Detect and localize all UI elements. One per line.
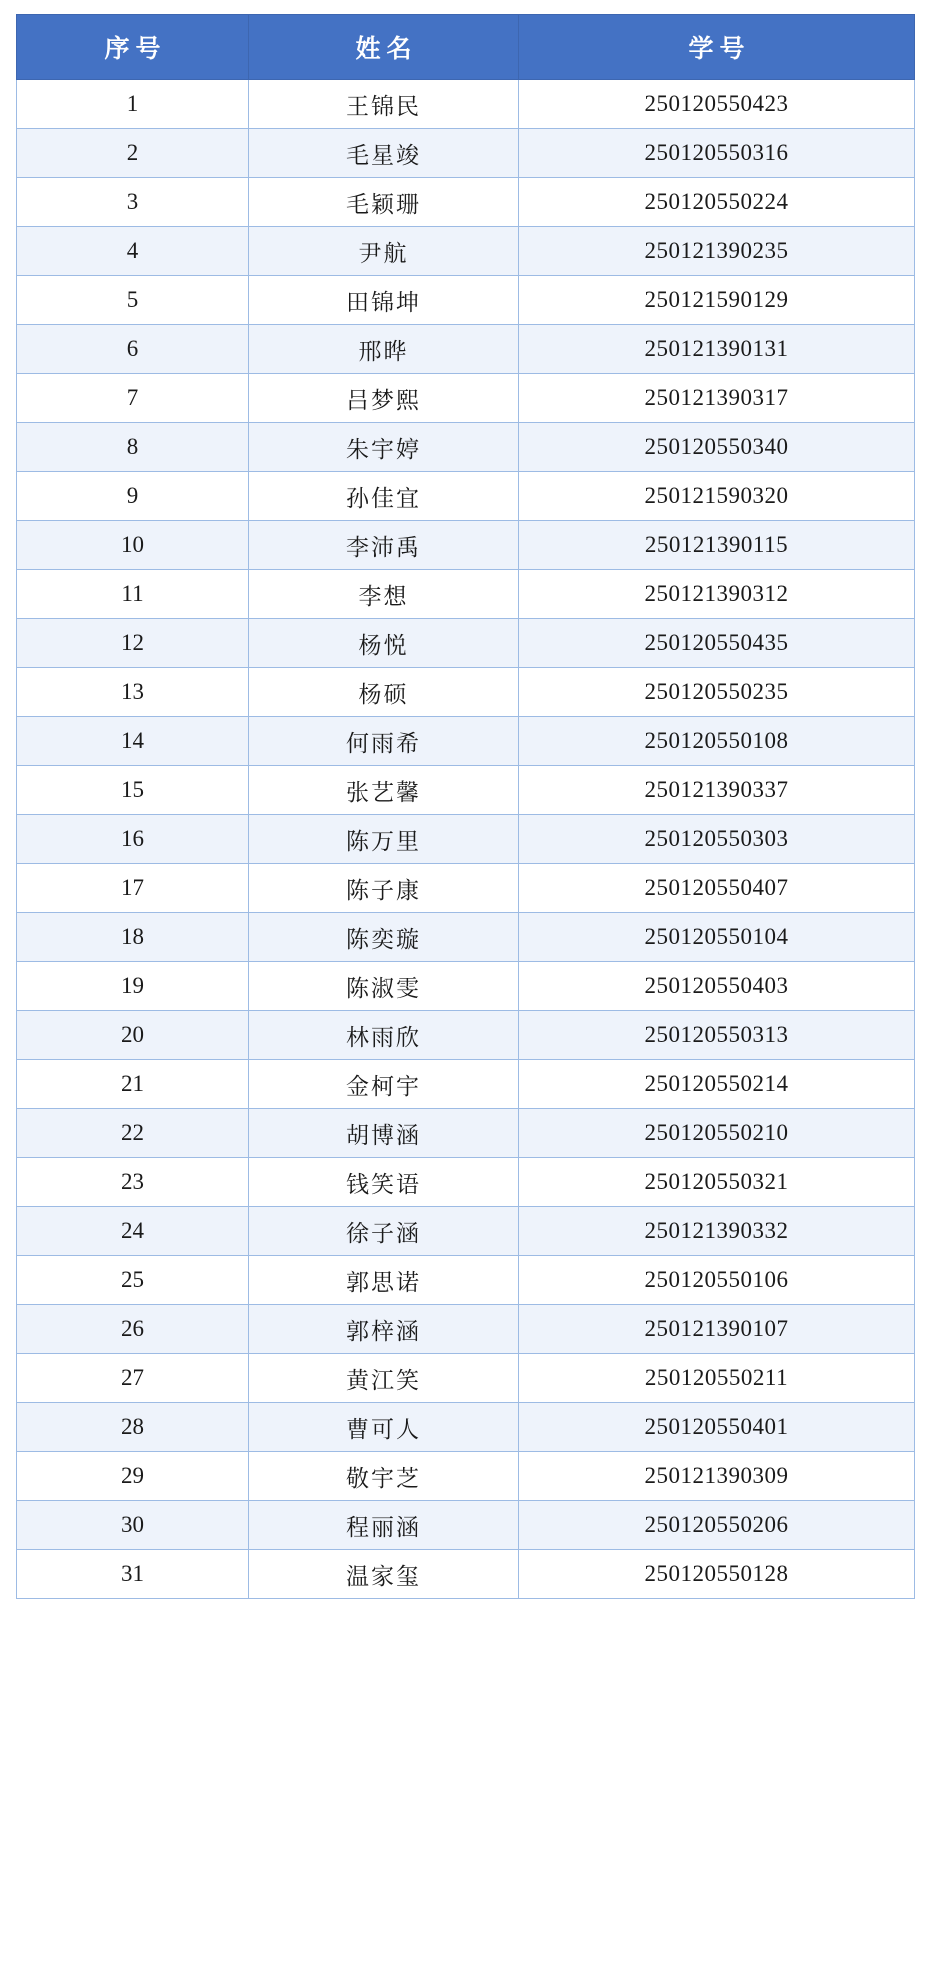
cell-index: 15 xyxy=(17,766,249,815)
table-row xyxy=(17,521,915,570)
table-row xyxy=(17,1109,915,1158)
cell-name: 毛颖珊 xyxy=(249,178,519,227)
cell-index: 5 xyxy=(17,276,249,325)
table-row xyxy=(17,717,915,766)
table-row xyxy=(17,1011,915,1060)
table-row xyxy=(17,864,915,913)
cell-name: 杨硕 xyxy=(249,668,519,717)
table-row xyxy=(17,1403,915,1452)
table-row xyxy=(17,325,915,374)
cell-student-id: 250120550303 xyxy=(519,815,915,864)
cell-index: 21 xyxy=(17,1060,249,1109)
cell-index: 25 xyxy=(17,1256,249,1305)
cell-name: 林雨欣 xyxy=(249,1011,519,1060)
cell-name: 李沛禹 xyxy=(249,521,519,570)
cell-name: 毛星竣 xyxy=(249,129,519,178)
cell-index: 16 xyxy=(17,815,249,864)
cell-name: 王锦民 xyxy=(249,80,519,129)
cell-name: 曹可人 xyxy=(249,1403,519,1452)
cell-name: 黄江笑 xyxy=(249,1354,519,1403)
cell-name: 杨悦 xyxy=(249,619,519,668)
cell-student-id: 250120550214 xyxy=(519,1060,915,1109)
cell-student-id: 250120550313 xyxy=(519,1011,915,1060)
cell-index: 7 xyxy=(17,374,249,423)
cell-student-id: 250121390312 xyxy=(519,570,915,619)
cell-student-id: 250121390131 xyxy=(519,325,915,374)
cell-name: 温家玺 xyxy=(249,1550,519,1599)
cell-student-id: 250121390107 xyxy=(519,1305,915,1354)
cell-student-id: 250121390309 xyxy=(519,1452,915,1501)
cell-student-id: 250121390337 xyxy=(519,766,915,815)
cell-student-id: 250120550224 xyxy=(519,178,915,227)
table-row xyxy=(17,815,915,864)
cell-student-id: 250120550206 xyxy=(519,1501,915,1550)
cell-name: 敬宇芝 xyxy=(249,1452,519,1501)
cell-name: 何雨希 xyxy=(249,717,519,766)
cell-index: 31 xyxy=(17,1550,249,1599)
cell-index: 23 xyxy=(17,1158,249,1207)
cell-index: 6 xyxy=(17,325,249,374)
cell-student-id: 250121390235 xyxy=(519,227,915,276)
table-row xyxy=(17,570,915,619)
cell-index: 20 xyxy=(17,1011,249,1060)
cell-index: 3 xyxy=(17,178,249,227)
cell-index: 10 xyxy=(17,521,249,570)
cell-index: 12 xyxy=(17,619,249,668)
student-roster-table xyxy=(16,14,915,1599)
cell-student-id: 250121590320 xyxy=(519,472,915,521)
cell-name: 钱笑语 xyxy=(249,1158,519,1207)
table-row xyxy=(17,80,915,129)
cell-index: 24 xyxy=(17,1207,249,1256)
table-row xyxy=(17,668,915,717)
table-row xyxy=(17,374,915,423)
cell-index: 13 xyxy=(17,668,249,717)
table-row xyxy=(17,1207,915,1256)
table-row xyxy=(17,913,915,962)
cell-student-id: 250120550211 xyxy=(519,1354,915,1403)
cell-name: 郭思诺 xyxy=(249,1256,519,1305)
column-header-name: 姓名 xyxy=(249,15,519,80)
cell-student-id: 250120550340 xyxy=(519,423,915,472)
table-row xyxy=(17,619,915,668)
cell-index: 11 xyxy=(17,570,249,619)
table-row xyxy=(17,1158,915,1207)
cell-student-id: 250120550104 xyxy=(519,913,915,962)
table-row xyxy=(17,1060,915,1109)
cell-student-id: 250120550401 xyxy=(519,1403,915,1452)
cell-student-id: 250120550235 xyxy=(519,668,915,717)
cell-student-id: 250120550210 xyxy=(519,1109,915,1158)
cell-student-id: 250120550108 xyxy=(519,717,915,766)
cell-student-id: 250121390332 xyxy=(519,1207,915,1256)
cell-name: 陈万里 xyxy=(249,815,519,864)
cell-student-id: 250120550407 xyxy=(519,864,915,913)
table-row xyxy=(17,1354,915,1403)
cell-name: 邢晔 xyxy=(249,325,519,374)
table-row xyxy=(17,1501,915,1550)
cell-name: 朱宇婷 xyxy=(249,423,519,472)
table-row xyxy=(17,1256,915,1305)
cell-index: 22 xyxy=(17,1109,249,1158)
cell-name: 张艺馨 xyxy=(249,766,519,815)
cell-student-id: 250120550403 xyxy=(519,962,915,1011)
table-row xyxy=(17,962,915,1011)
cell-index: 1 xyxy=(17,80,249,129)
cell-name: 徐子涵 xyxy=(249,1207,519,1256)
cell-name: 金柯宇 xyxy=(249,1060,519,1109)
cell-name: 陈奕璇 xyxy=(249,913,519,962)
cell-student-id: 250120550321 xyxy=(519,1158,915,1207)
cell-name: 陈淑雯 xyxy=(249,962,519,1011)
cell-student-id: 250120550423 xyxy=(519,80,915,129)
table-row xyxy=(17,1550,915,1599)
cell-name: 胡博涵 xyxy=(249,1109,519,1158)
cell-student-id: 250120550316 xyxy=(519,129,915,178)
table-row xyxy=(17,276,915,325)
cell-student-id: 250120550106 xyxy=(519,1256,915,1305)
cell-index: 18 xyxy=(17,913,249,962)
cell-student-id: 250121390115 xyxy=(519,521,915,570)
cell-index: 2 xyxy=(17,129,249,178)
cell-index: 27 xyxy=(17,1354,249,1403)
table-row xyxy=(17,129,915,178)
cell-name: 陈子康 xyxy=(249,864,519,913)
cell-name: 吕梦熙 xyxy=(249,374,519,423)
cell-name: 孙佳宜 xyxy=(249,472,519,521)
cell-name: 郭梓涵 xyxy=(249,1305,519,1354)
table-row xyxy=(17,423,915,472)
column-header-index: 序号 xyxy=(17,15,249,80)
cell-index: 14 xyxy=(17,717,249,766)
cell-student-id: 250121390317 xyxy=(519,374,915,423)
table-header-row xyxy=(17,15,915,80)
cell-student-id: 250120550435 xyxy=(519,619,915,668)
table-row xyxy=(17,472,915,521)
cell-index: 28 xyxy=(17,1403,249,1452)
cell-name: 尹航 xyxy=(249,227,519,276)
column-header-student-id: 学号 xyxy=(519,15,915,80)
table-row xyxy=(17,178,915,227)
cell-index: 4 xyxy=(17,227,249,276)
cell-name: 田锦坤 xyxy=(249,276,519,325)
cell-index: 19 xyxy=(17,962,249,1011)
cell-index: 17 xyxy=(17,864,249,913)
cell-index: 30 xyxy=(17,1501,249,1550)
table-body xyxy=(17,80,915,1599)
cell-index: 8 xyxy=(17,423,249,472)
table-header xyxy=(17,15,915,80)
cell-student-id: 250121590129 xyxy=(519,276,915,325)
cell-index: 29 xyxy=(17,1452,249,1501)
cell-name: 程丽涵 xyxy=(249,1501,519,1550)
cell-index: 26 xyxy=(17,1305,249,1354)
table-row xyxy=(17,1452,915,1501)
table-row xyxy=(17,766,915,815)
cell-student-id: 250120550128 xyxy=(519,1550,915,1599)
table-row xyxy=(17,227,915,276)
table-row xyxy=(17,1305,915,1354)
cell-name: 李想 xyxy=(249,570,519,619)
cell-index: 9 xyxy=(17,472,249,521)
